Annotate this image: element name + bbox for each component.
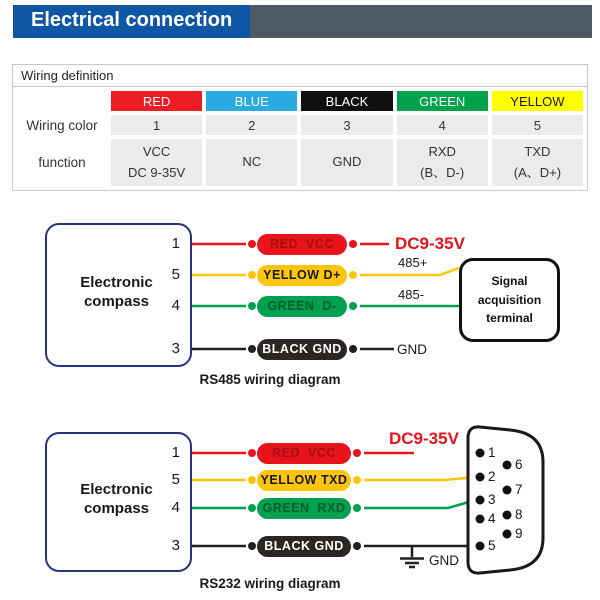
pin-number-4: 4 [171, 499, 180, 516]
row-label-function: function [17, 139, 107, 186]
db9-pin-label-3: 3 [488, 492, 496, 507]
section-header [13, 5, 592, 38]
db9-pin-7-dot [503, 486, 512, 495]
wire-number-4: 4 [397, 115, 488, 135]
wiring-definition-table [12, 64, 588, 191]
function-cell-2 [206, 139, 297, 186]
db9-pin-6-dot [503, 461, 512, 470]
color-swatch-blue: BLUE [206, 91, 297, 111]
function-line: (B、D-) [420, 164, 465, 180]
pill-black-gnd: BLACK GND [257, 536, 351, 557]
wire-dot [248, 240, 256, 248]
db9-pin-label-4: 4 [488, 511, 496, 526]
db9-pin-3-dot [476, 496, 485, 505]
db9-pin-9-dot [503, 530, 512, 539]
wire-number-2: 2 [206, 115, 297, 135]
function-line: TXD [524, 144, 551, 160]
terminal-label-line1: Signal [491, 274, 528, 289]
row-label-wiring-color: Wiring color [17, 115, 107, 135]
terminal-label-line2: acquisition [477, 292, 542, 307]
yellow-txd-wire [364, 477, 476, 480]
power-label: DC9-35V [395, 234, 465, 253]
wire-number-3: 3 [301, 115, 392, 135]
compass-label-line1: Electronic [80, 481, 153, 498]
wire-dot [353, 504, 361, 512]
page-title: Electrical connection [13, 5, 250, 38]
pin-number-1: 1 [171, 235, 180, 252]
db9-pin-5-dot [476, 542, 485, 551]
pill-red-vcc: RED VCC [257, 234, 347, 255]
function-line: RXD [428, 144, 456, 160]
color-swatch-yellow: YELLOW [492, 91, 583, 111]
pill-green-rxd: GREEN RXD [257, 498, 351, 519]
wire-dot [353, 449, 361, 457]
db9-pin-8-dot [503, 511, 512, 520]
db9-pin-label-6: 6 [515, 457, 523, 472]
pin-number-4: 4 [171, 297, 180, 314]
db9-pin-label-8: 8 [515, 507, 523, 522]
signal-acquisition-terminal-box [459, 258, 560, 342]
wire-dot [248, 542, 256, 550]
pin-number-5: 5 [171, 266, 180, 283]
table-grid [13, 87, 587, 190]
wire-dot [248, 449, 256, 457]
db9-pin-4-dot [476, 515, 485, 524]
pill-yellow-txd: YELLOW TXD [257, 470, 351, 491]
wire-number-1: 1 [111, 115, 202, 135]
function-line: VCC [142, 144, 171, 160]
pin-number-1: 1 [171, 444, 180, 461]
gnd-label: GND [429, 553, 459, 568]
compass-label-line2: compass [83, 292, 150, 310]
function-line: NC [242, 154, 262, 170]
table-title: Wiring definition [13, 65, 587, 87]
rs232-diagram [0, 420, 600, 600]
function-cell-4 [397, 139, 488, 186]
color-swatch-red: RED [111, 91, 202, 111]
pill-yellow-dplus: YELLOW D+ [257, 265, 347, 286]
pin-number-3: 3 [171, 537, 180, 554]
pill-red-vcc: RED VCC [257, 443, 351, 464]
wire-dot [349, 240, 357, 248]
db9-pin-label-5: 5 [488, 538, 496, 553]
function-cell-1 [111, 139, 202, 186]
header-bar [250, 5, 592, 38]
485-plus-label: 485+ [398, 255, 428, 270]
function-line: GND [332, 154, 362, 170]
rs232-caption: RS232 wiring diagram [199, 576, 341, 591]
wire-dot [349, 345, 357, 353]
wire-dot [349, 271, 357, 279]
function-cell-3 [301, 139, 392, 186]
pill-green-dminus: GREEN D- [257, 296, 347, 317]
wire-dot [248, 271, 256, 279]
wire-number-5: 5 [492, 115, 583, 135]
db9-pin-1-dot [476, 449, 485, 458]
function-line: (A、D+) [513, 164, 562, 180]
wire-dot [349, 302, 357, 310]
db9-pin-label-9: 9 [515, 526, 523, 541]
wire-dot [248, 302, 256, 310]
compass-label-line1: Electronic [80, 274, 153, 291]
rs485-caption: RS485 wiring diagram [199, 372, 341, 387]
power-label: DC9-35V [389, 429, 459, 448]
wire-dot [248, 504, 256, 512]
db9-pin-label-2: 2 [488, 469, 496, 484]
485-minus-label: 485- [398, 287, 425, 302]
wire-dot [353, 476, 361, 484]
color-swatch-green: GREEN [397, 91, 488, 111]
color-swatch-black: BLACK [301, 91, 392, 111]
db9-pin-label-1: 1 [488, 445, 496, 460]
gnd-label: GND [397, 342, 427, 357]
wire-dot [248, 345, 256, 353]
wire-dot [353, 542, 361, 550]
db9-pin-label-7: 7 [515, 482, 523, 497]
pill-black-gnd: BLACK GND [257, 339, 347, 360]
compass-label-line2: compass [83, 499, 150, 517]
pin-number-3: 3 [171, 340, 180, 357]
terminal-label-line3: terminal [486, 311, 533, 326]
pin-number-5: 5 [171, 471, 180, 488]
function-line: DC 9-35V [128, 164, 186, 180]
rs485-diagram [0, 215, 600, 400]
table-corner-cell [17, 91, 107, 111]
green-rxd-wire [364, 500, 476, 508]
function-cell-5 [492, 139, 583, 186]
wire-dot [248, 476, 256, 484]
db9-pin-2-dot [476, 473, 485, 482]
